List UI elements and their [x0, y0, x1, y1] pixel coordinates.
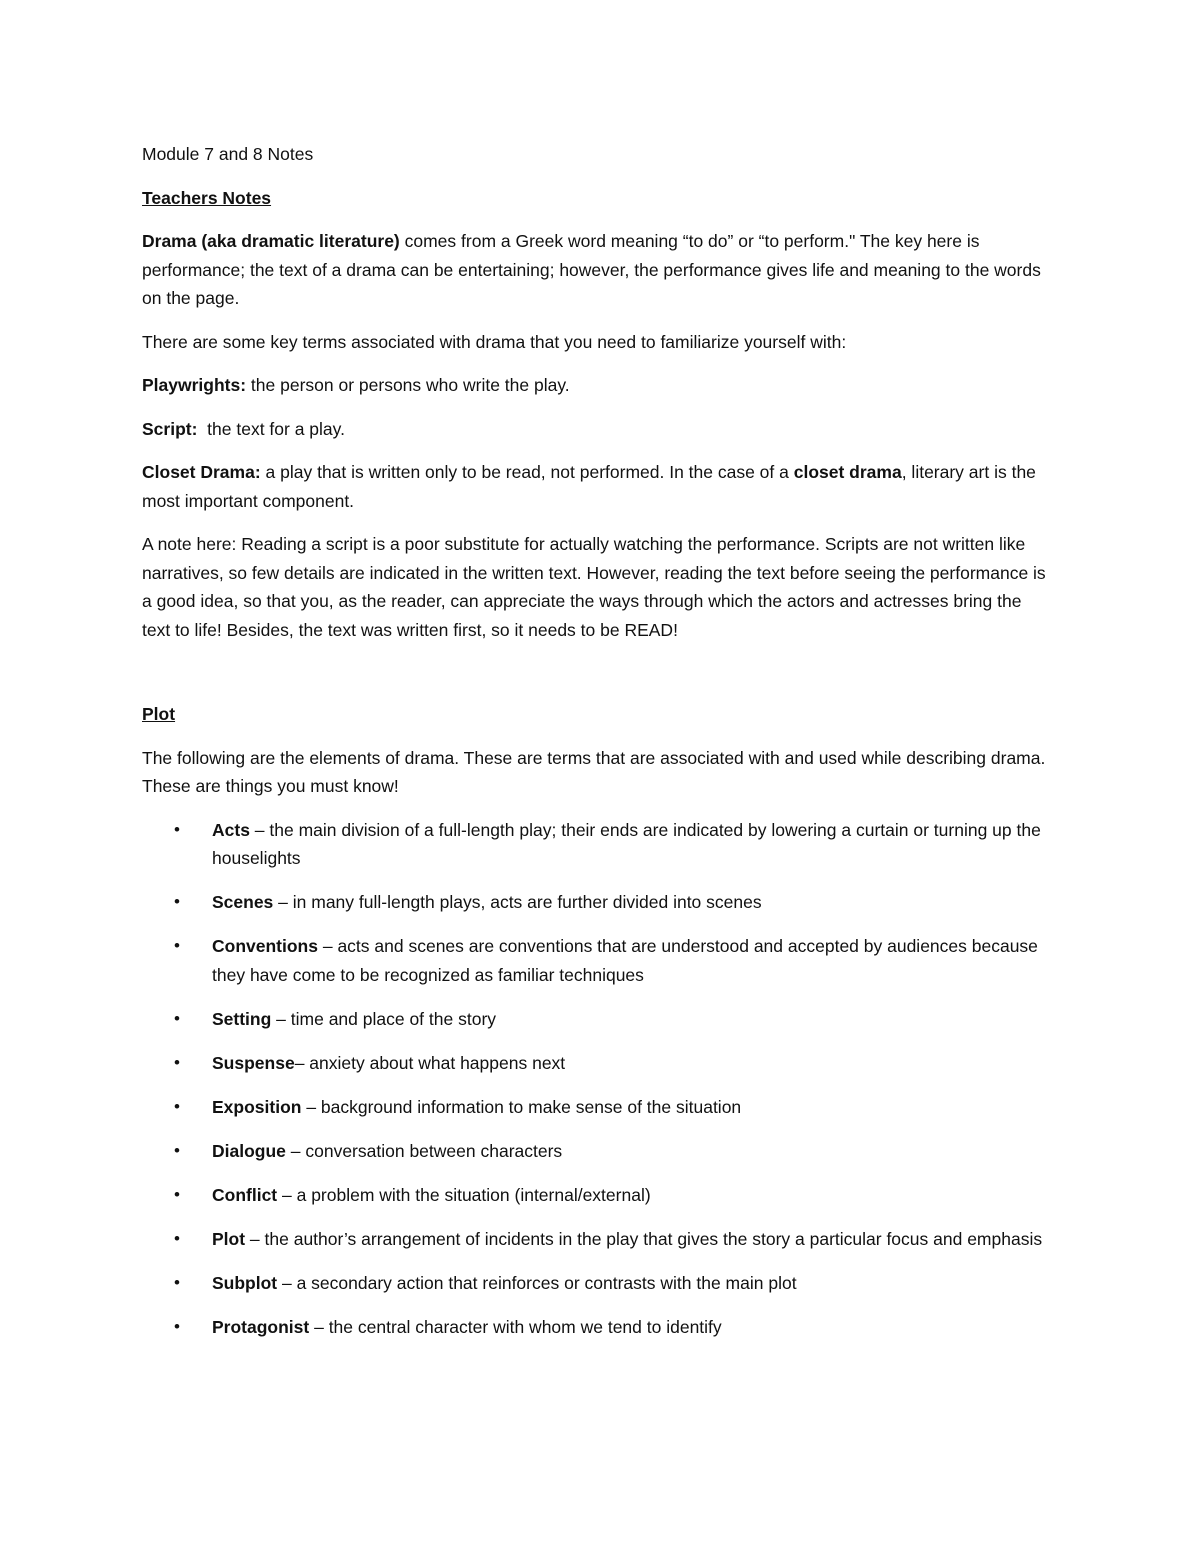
closet-drama-definition — [142, 458, 1052, 515]
element-definition: – the central character with whom we tend to identify — [309, 1316, 722, 1337]
bullet-icon: • — [174, 1052, 180, 1072]
list-item — [142, 1005, 1052, 1034]
closet-drama-inline-term: closet drama — [793, 462, 902, 482]
playwrights-term: Playwrights: — [142, 375, 247, 395]
element-term: Suspense — [212, 1052, 295, 1073]
plot-intro: The following are the elements of drama. These are terms that are associated with and used while describing drama. These are things you must know! — [142, 747, 1046, 796]
bullet-icon: • — [174, 1096, 180, 1116]
key-terms-intro: There are some key terms associated with drama that you need to familiarize yourself with: — [142, 331, 847, 352]
element-term: Protagonist — [212, 1316, 310, 1337]
bullet-icon: • — [174, 936, 180, 955]
list-item — [142, 1181, 1052, 1210]
list-item — [142, 1049, 1052, 1078]
bullet-icon: • — [174, 1228, 180, 1248]
element-term: Conventions — [212, 936, 318, 956]
element-definition: – background information to make sense of the situation — [301, 1096, 742, 1117]
document-page — [142, 140, 1052, 1357]
script-text: the text for a play. — [197, 418, 345, 439]
element-definition: – acts and scenes are conventions that are understood and accepted by audiences because they have come to be recognized as familiar techniques — [212, 936, 1038, 985]
list-item — [142, 1313, 1052, 1342]
element-term: Acts — [212, 819, 250, 840]
element-term: Dialogue — [212, 1140, 286, 1161]
bullet-icon: • — [174, 1272, 180, 1292]
list-item — [142, 888, 1052, 917]
list-item — [142, 1225, 1052, 1254]
bullet-icon: • — [174, 1140, 180, 1160]
element-term: Plot — [212, 1228, 246, 1249]
element-term: Exposition — [212, 1096, 302, 1117]
element-term: Subplot — [212, 1272, 278, 1293]
element-definition: – anxiety about what happens next — [294, 1052, 566, 1073]
element-definition: – the main division of a full-length play; their ends are indicated by lowering a curtain or turning up the houselights — [212, 819, 1041, 868]
bullet-icon: • — [174, 819, 180, 839]
bullet-icon: • — [174, 1008, 180, 1028]
element-term: Conflict — [212, 1184, 278, 1205]
list-item — [142, 816, 1052, 873]
closet-drama-text-a: a play that is written only to be read, not performed. In the case of a — [260, 462, 794, 482]
list-item — [142, 932, 1052, 989]
element-definition: – a problem with the situation (internal/external) — [277, 1184, 651, 1205]
list-item — [142, 1137, 1052, 1166]
element-definition: – a secondary action that reinforces or contrasts with the main plot — [277, 1272, 797, 1293]
element-definition: – the author’s arrangement of incidents in the play that gives the story a particular focus and emphasis — [245, 1228, 1043, 1249]
drama-term: Drama (aka dramatic literature) — [142, 231, 400, 251]
document-title: Module 7 and 8 Notes — [142, 144, 314, 164]
element-definition: – in many full-length plays, acts are further divided into scenes — [273, 892, 762, 912]
drama-text: comes from a Greek word meaning “to do” or “to perform." The key here is performance; the text of a drama can be entertaining; however, the performance gives life and meaning to the words on the page. — [142, 231, 1041, 308]
element-term: Setting — [212, 1008, 272, 1029]
list-item — [142, 1269, 1052, 1298]
closet-drama-term: Closet Drama: — [142, 462, 261, 482]
drama-elements-list — [142, 816, 1052, 1342]
reading-note: A note here: Reading a script is a poor substitute for actually watching the performance. Scripts are not written like narratives, so few details are indicated in the written text. However, reading the text before seeing the performance is a good idea, so that you, as the reader, can appreciate the ways through which the actors and actresses bring the text to life! Besides, the text was written first, so it needs to be READ! — [142, 534, 1046, 640]
plot-heading: Plot — [142, 704, 176, 724]
bullet-icon: • — [174, 892, 180, 911]
list-item — [142, 1093, 1052, 1122]
bullet-icon: • — [174, 1184, 180, 1204]
drama-definition — [142, 227, 1052, 313]
script-term: Script: — [142, 418, 198, 439]
bullet-icon: • — [174, 1316, 180, 1336]
teachers-notes-heading: Teachers Notes — [142, 187, 272, 208]
closet-drama-text-b: , literary art is the most important component. — [142, 462, 1036, 511]
element-term: Scenes — [212, 892, 274, 912]
script-definition — [142, 415, 1052, 444]
element-definition: – time and place of the story — [271, 1008, 497, 1029]
playwrights-text: the person or persons who write the play. — [246, 375, 570, 395]
element-definition: – conversation between characters — [285, 1140, 563, 1161]
playwrights-definition — [142, 371, 1052, 400]
